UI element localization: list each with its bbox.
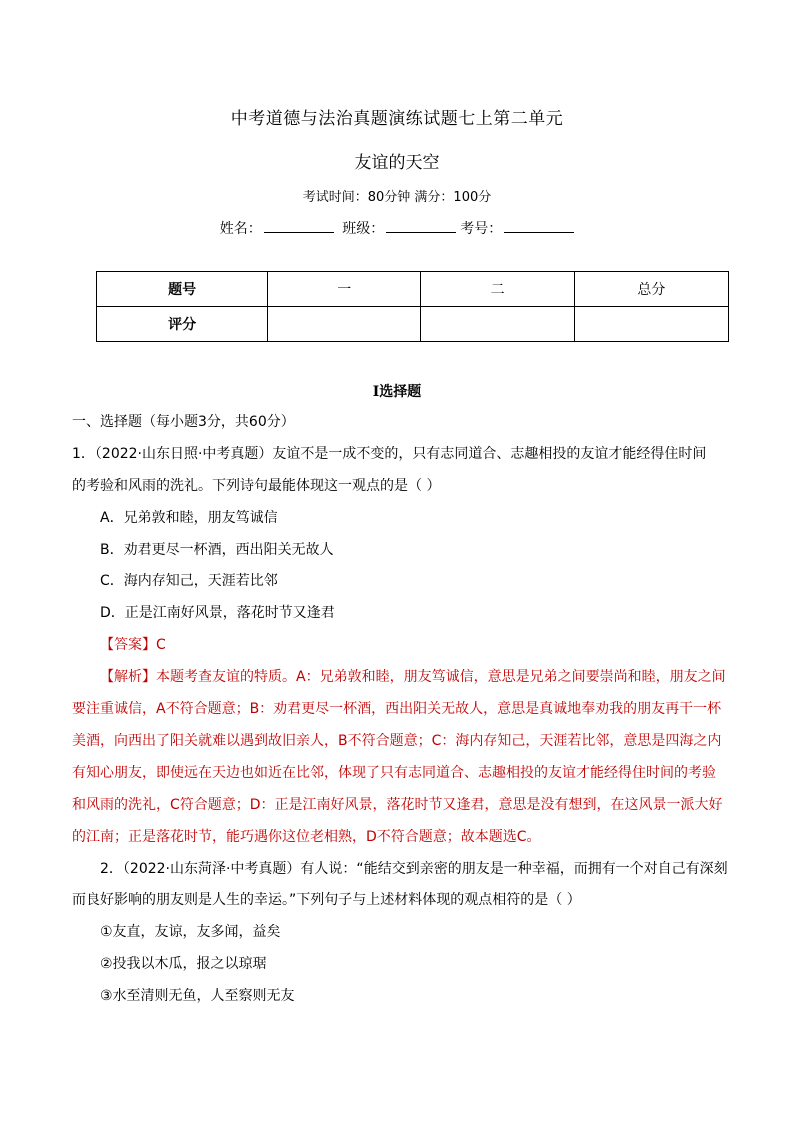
student-info-line [0,218,794,238]
q2-item-3: ③水至清则无鱼，人至察则无友 [100,988,295,1004]
answer-label: 【答案】 [100,637,156,653]
part-heading: 一、选择题（每小题3分，共60分） [72,414,295,430]
q2-stem-line: 2．（2022·山东菏泽·中考真题）有人说：“能结交到亲密的朋友是一种幸福，而拥有一个对自己有深刻 [100,861,728,877]
name-blank[interactable] [264,218,334,233]
score-table-header-row [97,272,729,307]
q1-analysis-line: 有知心朋友，即使远在天边也如近在比邻，体现了只有志同道合、志趣相投的友谊才能经得住时间的考验 [72,765,716,781]
score-header-cell: 一 [268,272,421,307]
q1-stem-line: 的考验和风雨的洗礼。下列诗句最能体现这一观点的是（ ） [72,478,441,494]
q2-item-1: ①友直，友谅，友多闻，益矣 [100,924,281,940]
q1-analysis-line: 美酒，向西出了阳关就难以遇到故旧亲人，B不符合题意；C：海内存知己，天涯若比邻，意思是四海之内 [72,733,722,749]
class-blank[interactable] [386,218,456,233]
score-header-cell: 总分 [574,272,728,307]
page-subtitle: 友谊的天空 [354,153,440,173]
q1-analysis-line: 要注重诚信，A不符合题意；B：劝君更尽一杯酒，西出阳关无故人，意思是真诚地奉劝我的朋友再干一杯 [72,701,722,717]
q1-analysis-line: 和风雨的洗礼，C符合题意；D：正是江南好风景，落花时节又逢君，意思是没有想到，在这风景一派大好 [72,797,723,813]
score-header-cell: 题号 [97,272,268,307]
q1-option-a: A．兄弟敦和睦，朋友笃诚信 [100,510,278,526]
q2-stem-line: 而良好影响的朋友则是人生的幸运。”下列句子与上述材料体现的观点相符的是（ ） [72,892,581,908]
q1-analysis-line [100,667,726,687]
score-header-cell: 二 [421,272,574,307]
score-cell[interactable] [268,307,421,342]
section-title: Ⅰ选择题 [372,384,422,400]
score-table [96,271,729,342]
score-table-score-row [97,307,729,342]
score-cell[interactable] [574,307,728,342]
answer-value: C [156,637,166,653]
analysis-text: 本题考查友谊的特质。A：兄弟敦和睦，朋友笃诚信，意思是兄弟之间要崇尚和睦，朋友之间 [156,669,726,685]
name-label: 姓名： [219,221,262,237]
page-title: 中考道德与法治真题演练试题七上第二单元 [230,109,564,129]
q1-option-b: B．劝君更尽一杯酒，西出阳关无故人 [100,542,334,558]
score-row-label: 评分 [97,307,268,342]
q1-analysis-line: 的江南；正是落花时节，能巧遇你这位老相熟，D不符合题意；故本题选C。 [72,829,541,845]
number-label: 考号： [460,221,503,237]
q1-stem-line: 1．（2022·山东日照·中考真题）友谊不是一成不变的，只有志同道合、志趣相投的友谊才能经得住时间 [72,446,707,462]
class-label: 班级： [342,221,385,237]
score-cell[interactable] [421,307,574,342]
q2-item-2: ②投我以木瓜，报之以琼琚 [100,956,267,972]
analysis-label: 【解析】 [100,669,156,685]
q1-answer [100,635,166,655]
q1-option-c: C．海内存知己，天涯若比邻 [100,573,278,589]
q1-option-d: D．正是江南好风景，落花时节又逢君 [100,605,335,621]
number-blank[interactable] [504,218,574,233]
exam-info: 考试时间：80分钟 满分：100分 [302,190,492,205]
